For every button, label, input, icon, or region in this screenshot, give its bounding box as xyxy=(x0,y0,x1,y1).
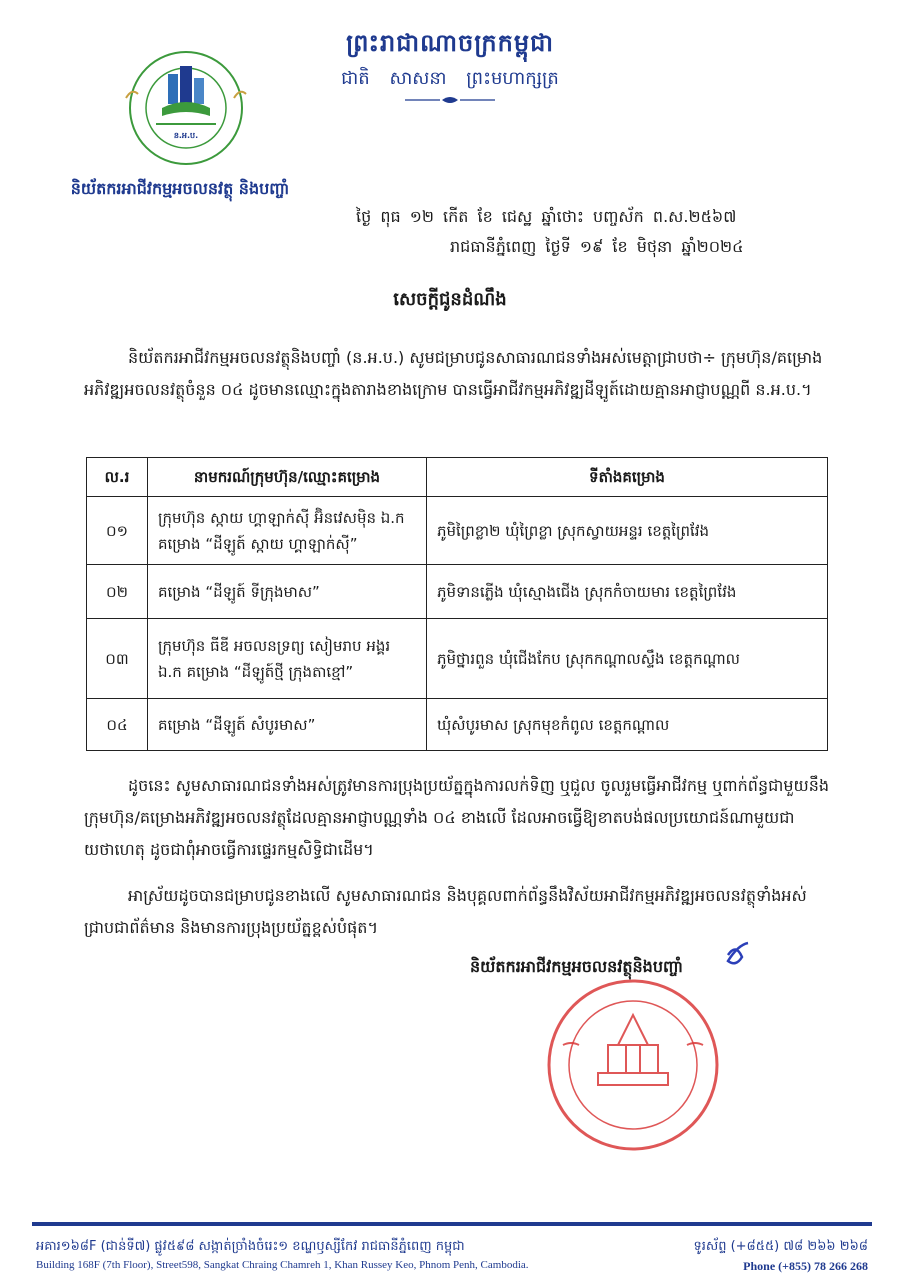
row-number: ០៤ xyxy=(87,699,148,751)
intro-paragraph: និយ័តករអាជីវកម្មអចលនវត្ថុនិងបញ្ចាំ (ន.អ.ប.) សូមជម្រាបជូនសាធារណជនទាំងអស់មេត្តាជ្រាបថា÷ ក្រុមហ៊ុន/គម្រោងអភិវឌ្ឍអចលនវត្ថុចំនួន ០៤ ដូចមានឈ្មោះក្នុងតារាងខាងក្រោម បានធ្វើអាជីវកម្មអភិវឌ្ឍដីឡូត៍ដោយគ្មានអាជ្ញាបណ្ណពី ន.អ.ប.។ xyxy=(84,348,823,399)
ornament-divider xyxy=(405,96,495,104)
regulator-logo xyxy=(112,38,260,178)
row-number: ០៣ xyxy=(87,619,148,699)
kingdom-heading: ព្រះរាជាណាចក្រកម្ពុជា xyxy=(346,29,554,57)
handwritten-signature xyxy=(598,935,758,1005)
organization-name: និយ័តករអាជីវកម្មអចលនវត្ថុ និងបញ្ចាំ xyxy=(70,179,290,198)
table-row xyxy=(87,619,828,699)
project-name: ក្រុមហ៊ុន ស្កាយ ហ្គាឡាក់ស៊ី អ៊ិនវេសម៉ិន ឯ.ក គម្រោង “ដីឡូត៍ ស្កាយ ហ្គាឡាក់ស៊ី” xyxy=(148,497,427,565)
project-name: គម្រោង “ដីឡូត៍ សំបូរមាស” xyxy=(148,699,427,751)
project-location: ភូមិថ្នារពួន ឃុំជើងកែប ស្រុកកណ្ដាលស្ទឹង ខេត្តកណ្ដាល xyxy=(427,619,828,699)
national-motto: ជាតិ សាសនា ព្រះមហាក្សត្រ xyxy=(341,68,559,89)
table-row xyxy=(87,565,828,619)
address-khmer: អគារ១៦៨F (ជាន់ទី៧) ផ្លូវ៥៩៨ សង្កាត់ច្រាំងចំរេះ១ ខណ្ឌឫស្សីកែវ រាជធានីភ្នំពេញ កម្ពុជា xyxy=(36,1239,465,1254)
col-header-name: នាមករណ៍ក្រុមហ៊ុន/ឈ្មោះគម្រោង xyxy=(148,458,427,497)
closing-paragraph: អាស្រ័យដូចបានជម្រាបជូនខាងលើ សូមសាធារណជន និងបុគ្គលពាក់ព័ន្ធនឹងវិស័យអាជីវកម្មអភិវឌ្ឍអចលនវត្ថុទាំងអស់ ជ្រាបជាព័ត៌មាន និងមានការប្រុងប្រយ័ត្នខ្ពស់បំផុត។ xyxy=(84,886,807,937)
row-number: ០២ xyxy=(87,565,148,619)
lunar-date: ថ្ងៃ ពុធ ១២ កើត ខែ ជេស្ឋ ឆ្នាំថោះ បញ្ចស័ក ព.ស.២៥៦៧ xyxy=(356,207,737,226)
phone-english: Phone (+855) 78 266 268 xyxy=(743,1259,868,1273)
col-header-no: ល.រ xyxy=(87,458,148,497)
signatory-title: និយ័តករអាជីវកម្មអចលនវត្ថុនិងបញ្ចាំ xyxy=(470,957,683,976)
table-header-row xyxy=(87,458,828,497)
project-location: ឃុំសំបូរមាស ស្រុកមុខកំពូល ខេត្តកណ្ដាល xyxy=(427,699,828,751)
table-row xyxy=(87,699,828,751)
project-location: ភូមិព្រៃខ្លា២ ឃុំព្រៃខ្លា ស្រុកស្វាយអន្ទរ ខេត្តព្រៃវែង xyxy=(427,497,828,565)
row-number: ០១ xyxy=(87,497,148,565)
address-english: Building 168F (7th Floor), Street598, Sangkat Chraing Chamreh 1, Khan Russey Keo, Phnom Penh, Cambodia. xyxy=(36,1259,529,1271)
solar-date: រាជធានីភ្នំពេញ ថ្ងៃទី ១៩ ខែ មិថុនា ឆ្នាំ២០២៤ xyxy=(450,237,744,256)
project-name: គម្រោង “ដីឡូត៍ ទីក្រុងមាស” xyxy=(148,565,427,619)
notice-title: សេចក្តីជូនដំណឹង xyxy=(393,289,507,310)
table-row xyxy=(87,497,828,565)
footer-divider xyxy=(32,1222,872,1226)
project-location: ភូមិទានភ្លើង ឃុំស្មោងជើង ស្រុកកំចាយមារ ខេត្តព្រៃវែង xyxy=(427,565,828,619)
phone-khmer: ទូរស័ព្ទ (+៨៥៥) ៧៨ ២៦៦ ២៦៨ xyxy=(693,1239,868,1254)
logo-abbr: ន.អ.ប. xyxy=(173,131,199,140)
col-header-location: ទីតាំងគម្រោង xyxy=(427,458,828,497)
warning-paragraph: ដូចនេះ សូមសាធារណជនទាំងអស់ត្រូវមានការប្រុងប្រយ័ត្នក្នុងការលក់ទិញ ឬជួល ចូលរួមធ្វើអាជីវកម្ម ឬពាក់ព័ន្ធជាមួយនឹងក្រុមហ៊ុន/គម្រោងអភិវឌ្ឍអចលនវត្ថុដែលគ្មានអាជ្ញាបណ្ណទាំង ០៤ ខាងលើ ដែលអាចធ្វើឱ្យខាតបង់ផលប្រយោជន៍ណាមួយជាយថាហេតុ ដូចជាពុំអាចធ្វើការផ្ទេរកម្មសិទ្ធិជាដើម។ xyxy=(84,776,830,859)
project-name: ក្រុមហ៊ុន ធីឌី អចលនទ្រព្យ សៀមរាប អង្គរ ឯ.ក គម្រោង “ដីឡូត៍ថ្មី ក្រុងតាខ្មៅ” xyxy=(148,619,427,699)
unlicensed-projects-table xyxy=(86,457,828,751)
